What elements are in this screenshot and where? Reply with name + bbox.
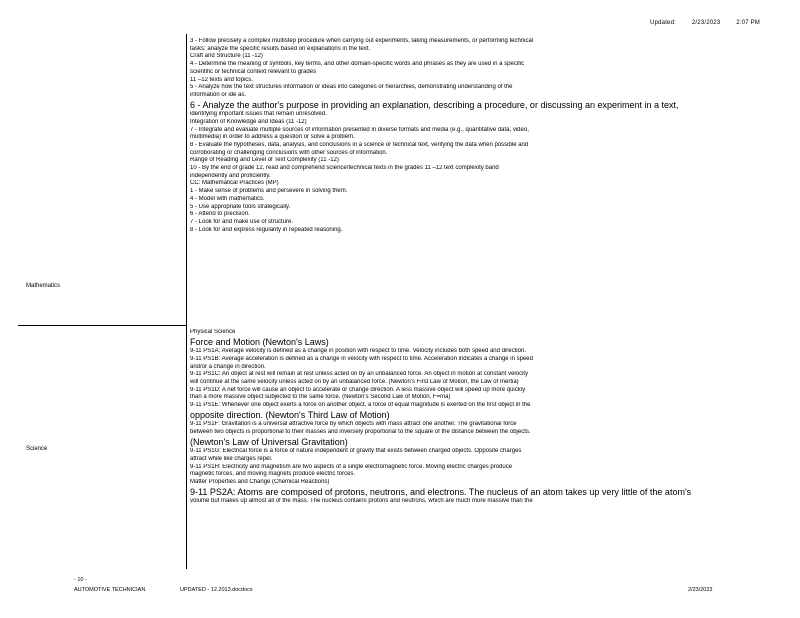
text-line: will continue at the same velocity unless acted on by an unbalanced force. (Newton's First Law of Motion, the Law of Inertia) xyxy=(190,379,519,386)
text-line: corroborating or challenging conclusions with other sources of information. xyxy=(190,149,388,156)
text-line: Force and Motion (Newton's Laws) xyxy=(190,336,329,347)
text-line: 4 - Determine the meaning of symbols, key terms, and other domain-specific words and phrases as they are used in a specific xyxy=(190,61,525,68)
text-line: multimedia) in order to address a question or solve a problem. xyxy=(190,134,355,141)
text-line: 1 - Make sense of problems and persevere in solving them. xyxy=(190,188,348,195)
text-line: 11 –12 texts and topics. xyxy=(190,76,253,83)
footer-page-number: - 10 - xyxy=(74,577,87,583)
text-line: 3 - Follow precisely a complex multistep procedure when carrying out experiments, taking measurements, or performing technical xyxy=(190,38,534,44)
text-line: between two objects is proportional to their masses and inversely proportional to the square of the distance between the objects. xyxy=(190,429,531,436)
text-line: 8 - Look for and express regularity in repeated reasoning. xyxy=(190,226,343,233)
text-line: 5 - Use appropriate tools strategically. xyxy=(190,203,291,210)
footer-program: AUTOMOTIVE TECHNICIAN xyxy=(74,587,146,593)
text-line: Physical Science xyxy=(190,329,236,335)
footer-date: 2/23/2023 xyxy=(688,587,713,593)
text-line: Craft and Structure (11 -12) xyxy=(190,53,263,60)
updated-label: Updated: xyxy=(650,20,676,26)
row-divider xyxy=(18,325,186,326)
text-line: 4 - Model with mathematics. xyxy=(190,195,265,202)
column-divider xyxy=(186,34,187,569)
text-line: 9-11 PS2A: Atoms are composed of protons, neutrons, and electrons. The nucleus of an atom takes up very little of the atom's xyxy=(190,486,692,497)
text-line: tasks; analyze the specific results based on explanations in the text. xyxy=(190,45,371,52)
text-line: 9-11 PS1D: A net force will cause an object to accelerate or change direction. A less massive object will speed up more quickly xyxy=(190,386,526,393)
updated-time: 2:07 PM xyxy=(736,20,760,26)
text-line: 9-11 PS1B: Average acceleration is defined as a change in velocity with respect to time. Acceleration indicates a change in speed xyxy=(190,355,533,362)
text-line: magnetic forces, and moving magnets produce electric forces. xyxy=(190,471,356,478)
text-line: (Newton's Law of Universal Gravitation) xyxy=(190,436,348,447)
page-header xyxy=(636,20,760,26)
updated-date: 2/23/2023 xyxy=(691,20,721,26)
text-line: 8 - Evaluate the hypotheses, data, analysis, and conclusions in a science or technical text, verifying the data when possible and xyxy=(190,141,529,148)
text-line: and/or a change in direction. xyxy=(190,363,266,370)
science-standards xyxy=(190,329,790,506)
text-line: attract while like charges repel. xyxy=(190,455,273,462)
text-line: 9-11 PS1G: Electrical force is a force of nature independent of gravity that exists between charged objects. Opposite charges xyxy=(190,448,522,455)
text-line: 6 - Analyze the author's purpose in providing an explanation, describing a procedure, or discussing an experiment in a text, xyxy=(190,99,679,110)
text-line: Integration of Knowledge and Ideas (11 -12) xyxy=(190,118,307,125)
text-line: 10 - By the end of grade 12, read and comprehend science/technical texts in the grades 11 –12 text complexity band xyxy=(190,165,499,172)
text-line: 7 - Look for and make use of structure. xyxy=(190,218,294,225)
text-line: information or ide as. xyxy=(190,91,247,98)
text-line: Range of Reading and Level of Text Complexity (11 -12) xyxy=(190,157,339,164)
text-line: independently and proficiently. xyxy=(190,172,271,179)
text-line: than a more massive object subjected to the same force. (Newton's Second Law of Motion, F=ma) xyxy=(190,394,451,401)
text-line: 6 - Attend to precision. xyxy=(190,211,250,218)
text-line: Matter Properties and Change (Chemical Reactions) xyxy=(190,479,330,486)
text-line: 7 - Integrate and evaluate multiple sources of information presented in diverse formats and media (e.g., quantitative data, video, xyxy=(190,126,529,133)
text-line: 9-11 PS1H: Electricity and magnetism are two aspects of a single electromagnetic force. Moving electric charges produce xyxy=(190,463,513,470)
text-line: identifying important issues that remain unresolved. xyxy=(190,111,327,118)
text-line: 9-11 PS1C: An object at rest will remain at rest unless acted on by an unbalanced force. An object in motion at constant velocity xyxy=(190,371,529,378)
subject-mathematics: Mathematics xyxy=(26,283,61,289)
text-line: opposite direction. (Newton's Third Law of Motion) xyxy=(190,409,390,420)
footer-updated: UPDATED - 12.2013.docdocx xyxy=(180,587,253,593)
text-line: CC: Mathematical Practices (MP) xyxy=(190,180,279,187)
text-line: 9-11 PS1E: Whenever one object exerts a force on another object, a force of equal magnitude is exerted on the first object in the xyxy=(190,402,531,409)
text-line: volume but makes up almost all of the mass. The nucleus contains protons and neutrons, which are much more massive than the xyxy=(190,498,533,505)
math-standards xyxy=(190,38,790,234)
text-line: 9-11 PS1A: Average velocity is defined as a change in position with respect to time. Velocity includes both speed and direction. xyxy=(190,348,526,355)
text-line: 5 - Analyze how the text structures information or ideas into categories or hierarchies, demonstrating understanding of the xyxy=(190,84,513,91)
subject-science: Science xyxy=(26,446,48,452)
text-line: scientific or technical context relevant to grades xyxy=(190,68,317,75)
text-line: 9-11 PS1F: Gravitation is a universal attractive force by which objects with mass attract one another. The gravitational force xyxy=(190,421,517,428)
